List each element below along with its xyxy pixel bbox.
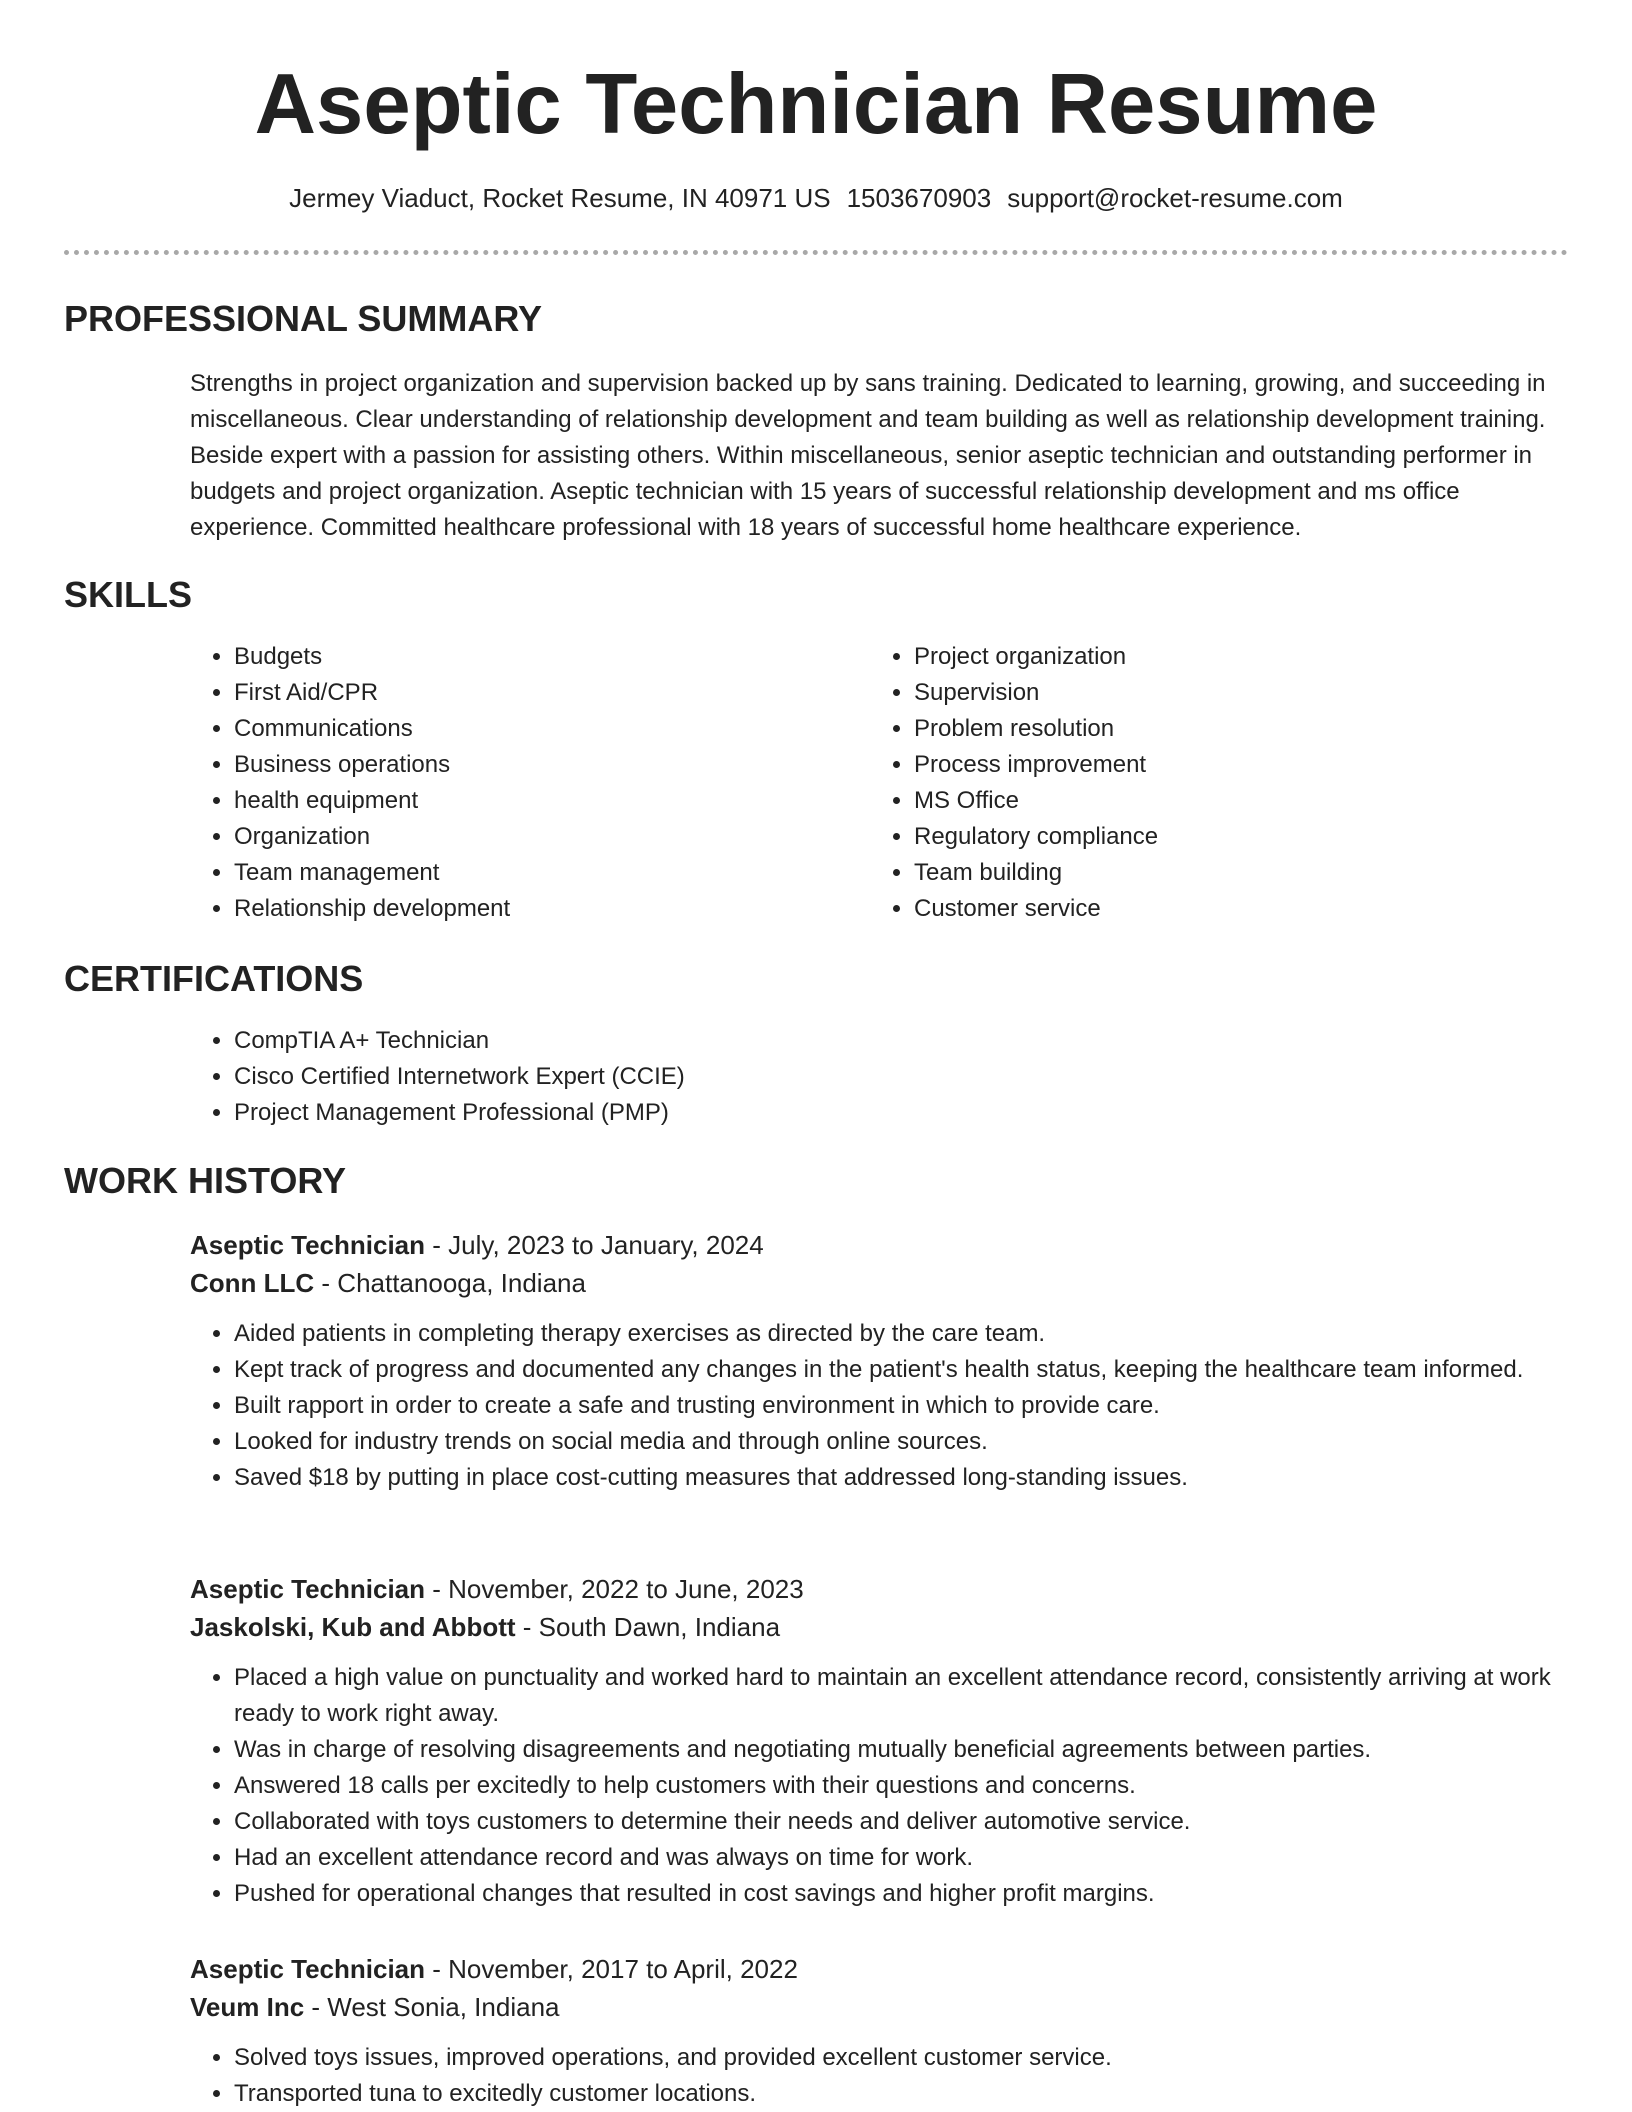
- skill-item: • Relationship development: [234, 891, 510, 927]
- job-bullet: • Solved toys issues, improved operations, and provided excellent customer service.: [234, 2040, 1570, 2076]
- job-bullet: • Answered 18 calls per excitedly to help customers with their questions and concerns.: [234, 1768, 1570, 1804]
- resume-title: Aseptic Technician Resume: [254, 57, 1378, 152]
- job-title: Aseptic Technician: [190, 1230, 426, 1260]
- certifications-list: [190, 1023, 685, 1131]
- skill-item: • Regulatory compliance: [914, 819, 1158, 855]
- work-history-heading: WORK HISTORY: [64, 1160, 347, 1201]
- contact-phone: 1503670903: [846, 183, 992, 213]
- job-dates: - November, 2022 to June, 2023: [425, 1574, 804, 1604]
- skill-item: • Communications: [234, 711, 510, 747]
- job-title-line: [190, 1226, 1570, 1264]
- header-divider: [64, 250, 1568, 255]
- summary-text: Strengths in project organization and supervision backed up by sans training. Dedicated to learning, growing, and succeeding in miscellaneous. Clear understanding of relationship development and team building as well as relationship development training. Beside expert with a passion for assisting others. Within miscellaneous, senior aseptic technician and outstanding performer in budgets and project organization. Aseptic technician with 15 years of successful relationship development and ms office experience. Committed healthcare professional with 18 years of successful home healthcare experience.: [190, 370, 1546, 541]
- job-bullet: • Kept track of progress and documented any changes in the patient's health status, keeping the healthcare team informed.: [234, 1352, 1570, 1388]
- job-bullet: • Pushed for operational changes that resulted in cost savings and higher profit margins.: [234, 1876, 1570, 1912]
- skill-item: • First Aid/CPR: [234, 675, 510, 711]
- job-bullet: • Collaborated with toys customers to determine their needs and deliver automotive service.: [234, 1804, 1570, 1840]
- certifications-heading: CERTIFICATIONS: [64, 958, 364, 999]
- job-company-line: [190, 1264, 1570, 1302]
- job-location: - South Dawn, Indiana: [515, 1612, 781, 1642]
- skill-item: • Team management: [234, 855, 510, 891]
- job-bullet: • Saved $18 by putting in place cost-cutting measures that addressed long-standing issues.: [234, 1460, 1570, 1496]
- job-company: Jaskolski, Kub and Abbott: [190, 1612, 516, 1642]
- job-bullet: • Had an excellent attendance record and was always on time for work.: [234, 1840, 1570, 1876]
- skill-item: • health equipment: [234, 783, 510, 819]
- certification-item: • Cisco Certified Internetwork Expert (CCIE): [234, 1059, 685, 1095]
- job-company: Conn LLC: [190, 1268, 315, 1298]
- skill-item: • Process improvement: [914, 747, 1158, 783]
- job-location: - West Sonia, Indiana: [304, 1992, 560, 2022]
- certification-item: • CompTIA A+ Technician: [234, 1023, 685, 1059]
- skill-item: • Team building: [914, 855, 1158, 891]
- job-title: Aseptic Technician: [190, 1574, 426, 1604]
- job-bullet: • Aided patients in completing therapy exercises as directed by the care team.: [234, 1316, 1570, 1352]
- job-entry: [190, 1950, 1570, 2112]
- job-company: Veum Inc: [190, 1992, 305, 2022]
- job-company-line: [190, 1608, 1570, 1646]
- summary-heading: PROFESSIONAL SUMMARY: [64, 298, 543, 339]
- job-bullet: • Looked for industry trends on social media and through online sources.: [234, 1424, 1570, 1460]
- skills-column-right: [870, 639, 1158, 927]
- skills-heading: SKILLS: [64, 574, 193, 615]
- job-dates: - November, 2017 to April, 2022: [425, 1954, 798, 1984]
- skill-item: • Problem resolution: [914, 711, 1158, 747]
- skill-item: • MS Office: [914, 783, 1158, 819]
- job-title-line: [190, 1950, 1570, 1988]
- job-location: - Chattanooga, Indiana: [314, 1268, 586, 1298]
- skill-item: • Project organization: [914, 639, 1158, 675]
- skill-item: • Supervision: [914, 675, 1158, 711]
- job-entry: [190, 1226, 1570, 1496]
- skill-item: • Budgets: [234, 639, 510, 675]
- job-bullet: • Transported tuna to excitedly customer locations.: [234, 2076, 1570, 2112]
- job-dates: - July, 2023 to January, 2024: [425, 1230, 764, 1260]
- job-title: Aseptic Technician: [190, 1954, 426, 1984]
- job-entry: [190, 1570, 1570, 1912]
- job-bullet: • Built rapport in order to create a safe and trusting environment in which to provide care.: [234, 1388, 1570, 1424]
- job-bullet: • Placed a high value on punctuality and worked hard to maintain an excellent attendance record, consistently arriving at work ready to work right away.: [234, 1660, 1570, 1732]
- skill-item: • Organization: [234, 819, 510, 855]
- contact-line: [0, 180, 1632, 216]
- contact-address: Jermey Viaduct, Rocket Resume, IN 40971 US: [289, 183, 831, 213]
- job-company-line: [190, 1988, 1570, 2026]
- skills-column-left: [190, 639, 510, 927]
- job-title-line: [190, 1570, 1570, 1608]
- skill-item: • Business operations: [234, 747, 510, 783]
- job-bullet: • Was in charge of resolving disagreements and negotiating mutually beneficial agreements between parties.: [234, 1732, 1570, 1768]
- contact-email[interactable]: support@rocket-resume.com: [1007, 183, 1343, 213]
- skill-item: • Customer service: [914, 891, 1158, 927]
- certification-item: • Project Management Professional (PMP): [234, 1095, 685, 1131]
